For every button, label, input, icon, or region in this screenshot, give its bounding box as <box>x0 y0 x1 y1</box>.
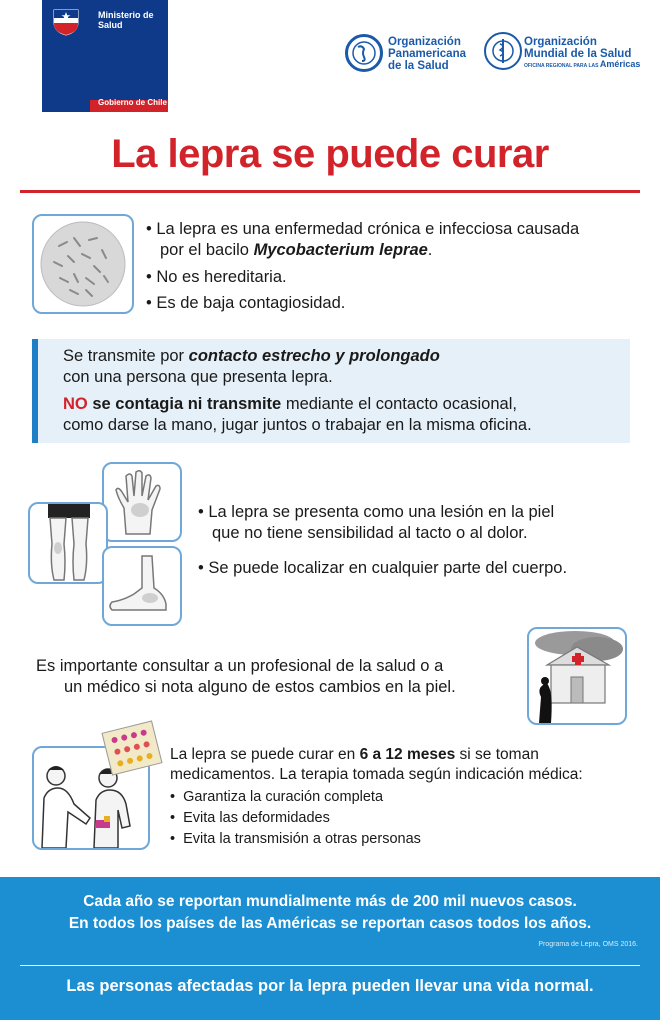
bacillus-name: Mycobacterium leprae <box>253 241 428 259</box>
ministry-line2: Salud <box>98 20 123 30</box>
cure-line: medicamentos. La terapia tomada según indicación médica: <box>170 766 583 783</box>
cure-line <box>170 745 636 765</box>
transmission-line <box>63 346 627 367</box>
list-item: • Evita la transmisión a otras personas <box>170 831 421 847</box>
emphasis: se contagia ni transmite <box>87 395 282 413</box>
bullet-text: Garantiza la curación completa <box>183 789 384 805</box>
footer-divider <box>20 965 640 966</box>
emphasis: contacto estrecho y prolongado <box>188 347 440 365</box>
oms-name <box>524 36 640 71</box>
bullet-text: La lepra es una enfermedad crónica e infecciosa causada <box>156 220 580 238</box>
bacillus-microscope-icon <box>34 216 132 312</box>
bullet-text: por el bacilo <box>160 241 254 259</box>
text: mediante el contacto ocasional, <box>281 395 517 413</box>
bullet-text: Evita las deformidades <box>183 810 330 826</box>
ops-logo-icon <box>345 34 383 72</box>
transmission-text <box>63 346 627 436</box>
transmission-band-accent <box>32 339 38 443</box>
oms-line3 <box>524 60 640 71</box>
bullet-text: . <box>427 241 433 259</box>
transmission-line: con una persona que presenta lepra. <box>63 368 333 386</box>
bullet-text: Evita la transmisión a otras personas <box>183 831 421 847</box>
no-emphasis: NO <box>63 395 88 413</box>
medicine-blister-icon <box>101 720 162 775</box>
ops-line1: Organización <box>388 36 461 48</box>
list-item: • La lepra es una enfermedad crónica e infecciosa causada <box>146 220 580 238</box>
ops-line3: de la Salud <box>388 60 449 72</box>
clinic-icon <box>529 629 625 723</box>
chile-shield-icon <box>50 6 82 36</box>
transmission-line: como darse la mano, jugar juntos o trabajar en la misma oficina. <box>63 416 532 434</box>
text: La lepra se puede curar en <box>170 746 360 763</box>
list-item: • Evita las deformidades <box>170 810 330 826</box>
duration-emphasis: 6 a 12 meses <box>359 746 456 763</box>
consult-text <box>36 656 516 698</box>
footer-source: Programa de Lepra, OMS 2016. <box>538 941 638 948</box>
clinic-image-frame <box>527 627 627 725</box>
hand-icon <box>104 464 180 540</box>
section3-bullets <box>198 502 638 579</box>
text: Se transmite por <box>63 347 189 365</box>
ministry-name <box>98 10 154 30</box>
bullet-text: La lepra se presenta como una lesión en la piel <box>208 503 555 521</box>
section1-bullets <box>146 219 636 314</box>
footer-closing: Las personas afectadas por la lepra pueden llevar una vida normal. <box>66 977 594 995</box>
footer-stats <box>0 891 660 935</box>
bullet-text: Se puede localizar en cualquier parte del cuerpo. <box>208 559 568 577</box>
list-item: que no tiene sensibilidad al tacto o al dolor. <box>212 524 528 542</box>
ministerio-salud-logo <box>42 0 168 112</box>
consult-line: Es importante consultar a un profesional de la salud o a <box>36 657 444 675</box>
bacillus-image-frame <box>32 214 134 314</box>
legs-icon <box>30 504 106 582</box>
text: si se toman <box>455 746 539 763</box>
ministry-line1: Ministerio de <box>98 10 154 20</box>
bullet-text: Es de baja contagiosidad. <box>156 294 346 312</box>
oms-line1: Organización <box>524 36 597 48</box>
consult-line: un médico si nota alguno de estos cambios en la piel. <box>64 678 456 696</box>
bullet-text: No es hereditaria. <box>156 268 287 286</box>
list-item: • Garantiza la curación completa <box>170 789 384 805</box>
oms-regional-label: OFICINA REGIONAL PARA LAS <box>524 63 599 69</box>
ministry-gov: Gobierno de Chile <box>98 98 167 107</box>
list-item: • Se puede localizar en cualquier parte del cuerpo. <box>198 559 568 577</box>
footer-line2: En todos los países de las Américas se reportan casos todos los años. <box>68 915 592 932</box>
hand-image-frame <box>102 462 182 542</box>
cure-text <box>170 745 636 850</box>
page-title: La lepra se puede curar <box>111 132 549 176</box>
oms-line2: Mundial de la Salud <box>524 48 632 60</box>
list-item <box>146 240 636 261</box>
ops-name <box>388 36 466 72</box>
oms-americas-label: Américas <box>599 59 641 69</box>
foot-image-frame <box>102 546 182 626</box>
benefits-list <box>170 787 636 850</box>
title-divider <box>20 190 640 193</box>
list-item: • Es de baja contagiosidad. <box>146 294 346 312</box>
oms-logo-icon <box>484 32 522 70</box>
ops-line2: Panamericana <box>388 48 466 60</box>
footer-banner <box>0 877 660 1020</box>
foot-icon <box>104 548 180 624</box>
transmission-line <box>63 394 627 415</box>
footer-line1: Cada año se reportan mundialmente más de 200 mil nuevos casos. <box>83 893 577 910</box>
list-item: • La lepra se presenta como una lesión en la piel <box>198 503 555 521</box>
legs-image-frame <box>28 502 108 584</box>
list-item: • No es hereditaria. <box>146 268 287 286</box>
